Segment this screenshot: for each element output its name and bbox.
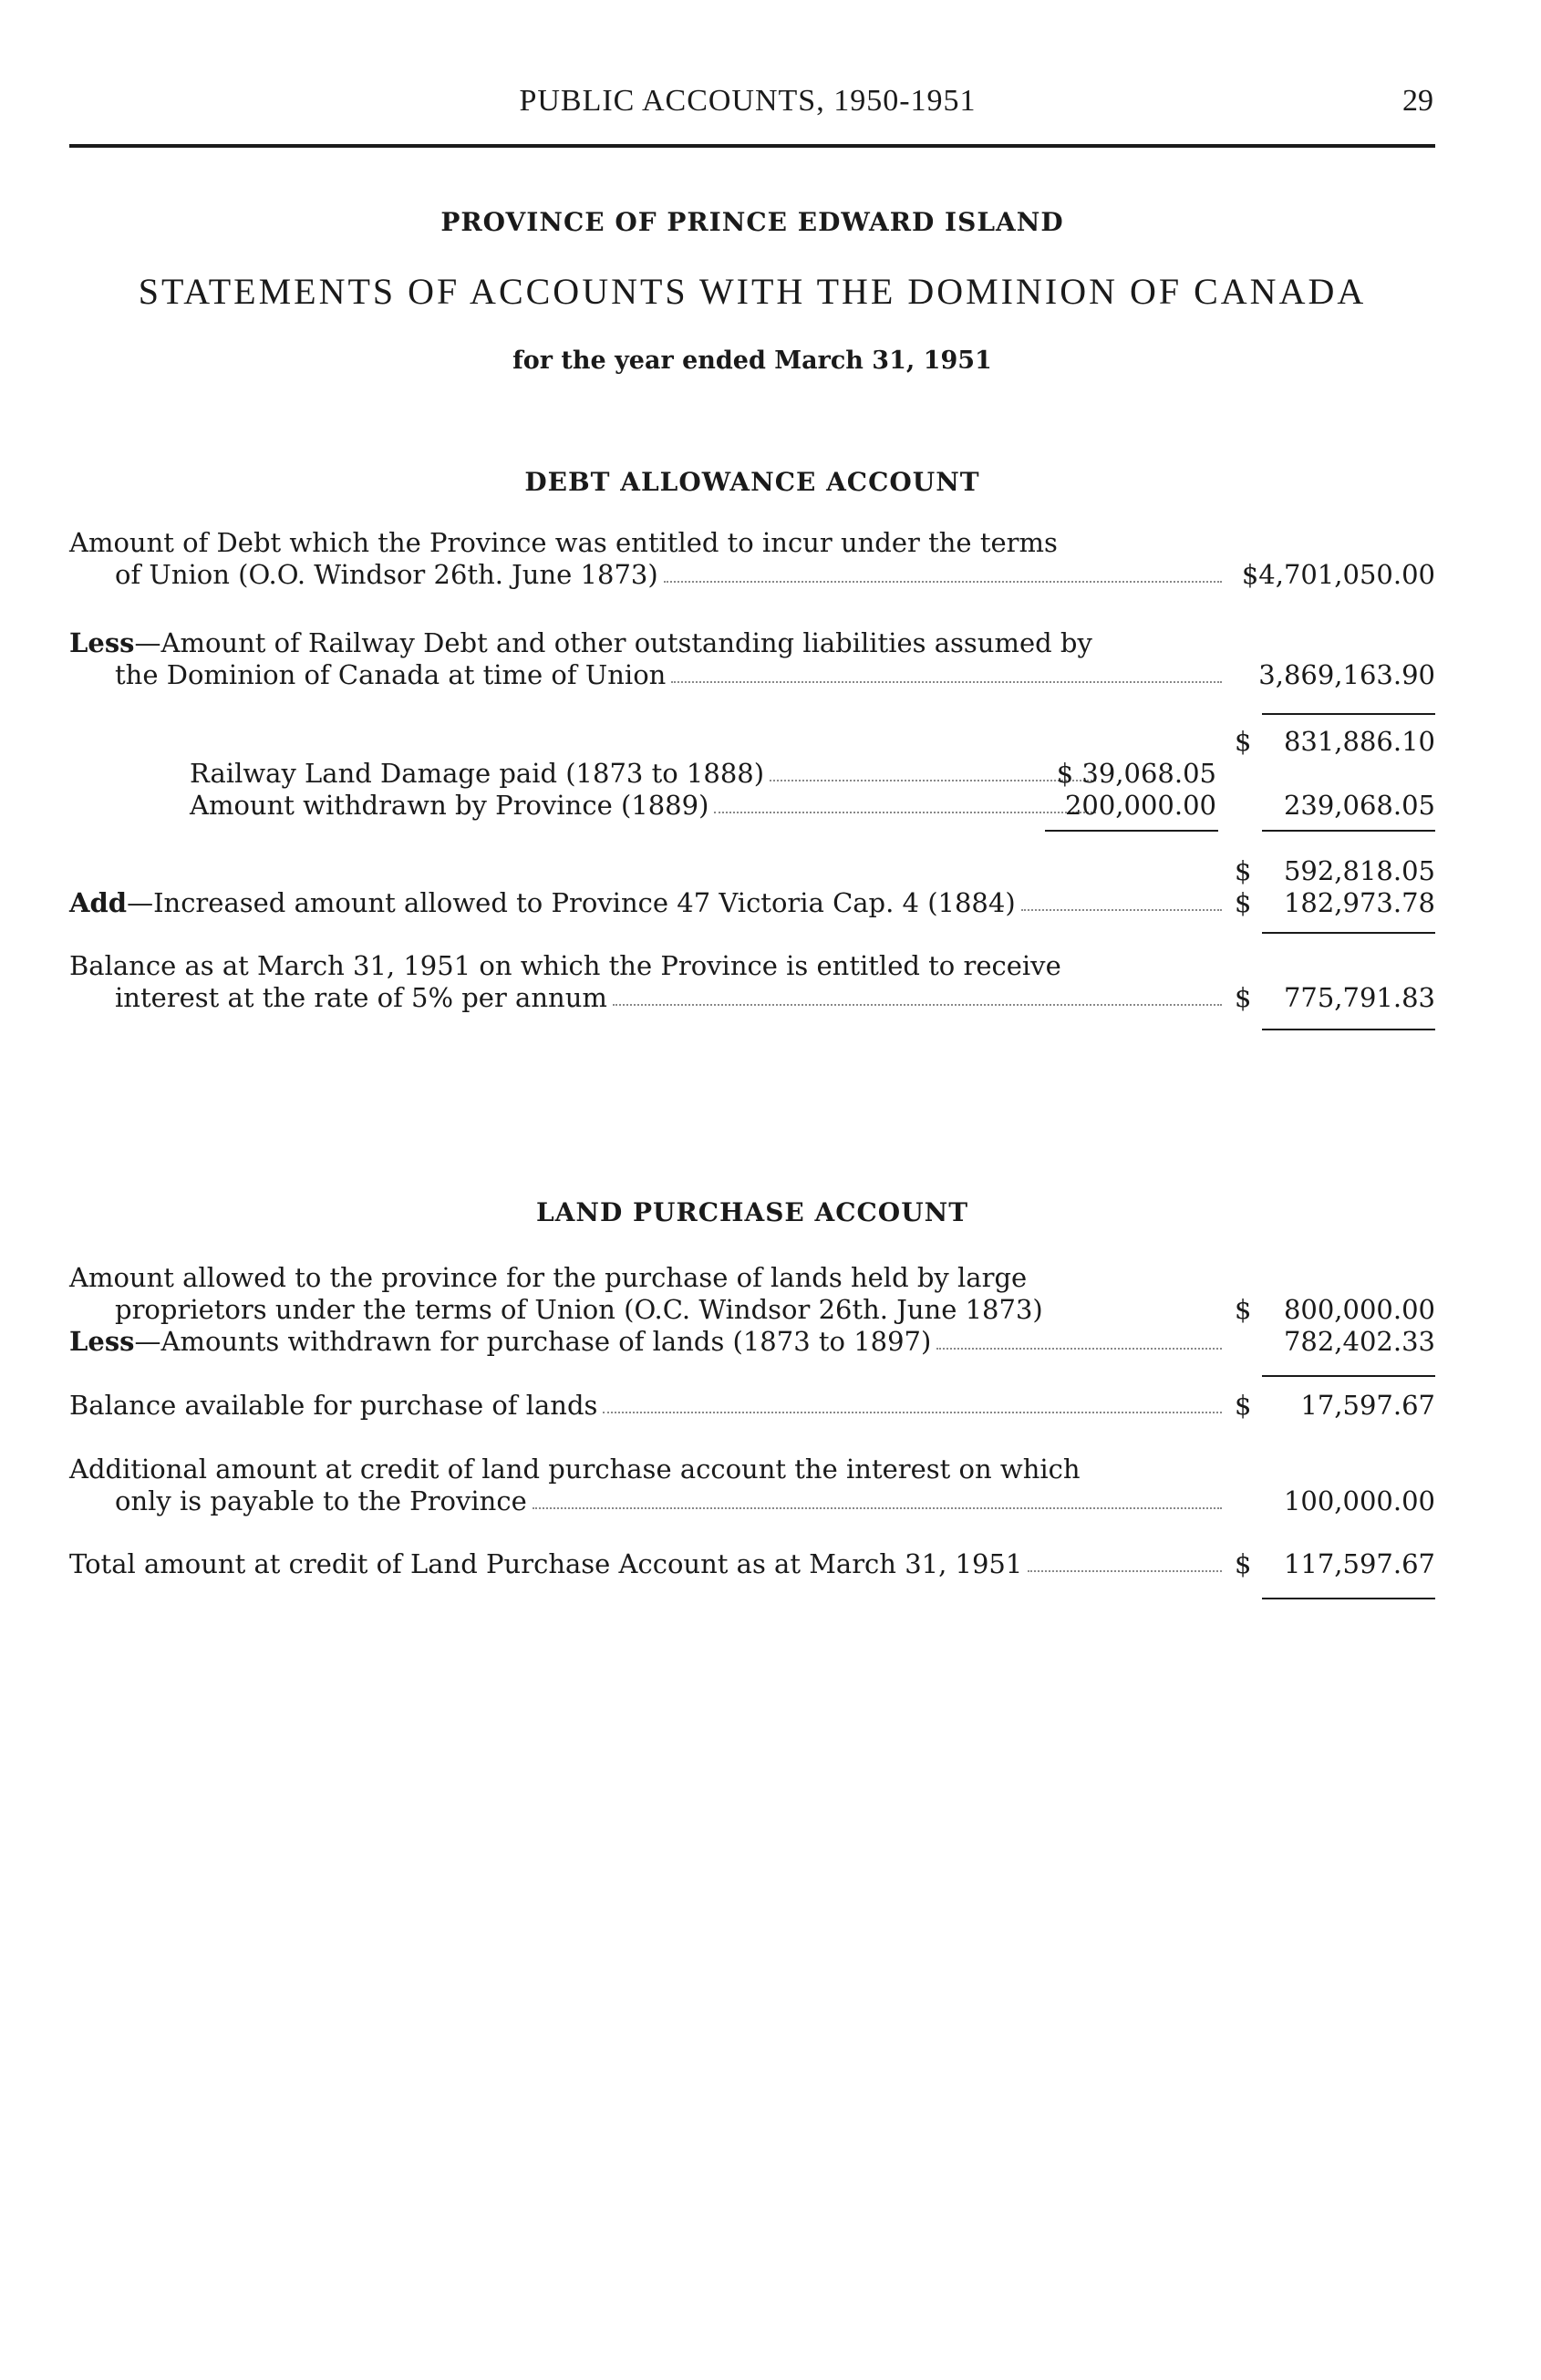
debt-railway-amount: $ 39,068.05 [1056,758,1216,789]
dollar-sign: $ [1235,887,1252,918]
sum-rule [1262,1029,1435,1030]
sum-rule [1262,713,1435,715]
sum-rule [1045,830,1218,832]
land-available-amount: 17,597.67 [1300,1390,1435,1421]
debt-withdrawn-label: Amount withdrawn by Province (1889) [190,790,709,821]
debt-less-lead: Less [69,627,135,658]
land-additional-line2: only is payable to the Province [115,1485,527,1516]
leader-dots [1021,887,1222,911]
leader-dots [613,982,1222,1006]
dollar-sign: $ [1235,726,1252,757]
period-subheading: for the year ended March 31, 1951 [512,347,992,375]
debt-balance-line2: interest at the rate of 5% per annum [115,982,607,1013]
land-additional-amount: 100,000.00 [1283,1485,1435,1516]
debt-add-lead: Add [69,887,128,918]
debt-less-line1: —Amount of Railway Debt and other outstanding liabilities assumed by [134,627,1092,658]
debt-entitled-amount: $4,701,050.00 [1241,559,1435,590]
running-header: PUBLIC ACCOUNTS, 1950-1951 [519,84,977,118]
dollar-sign: $ [1235,855,1252,886]
leader-dots [936,1326,1222,1350]
land-less-lead: Less [69,1326,135,1357]
debt-subtotal2-amount: 592,818.05 [1283,855,1435,886]
land-allowed-line2: proprietors under the terms of Union (O.C. Windsor 26th. June 1873) [115,1294,1043,1325]
sum-rule [1262,1598,1435,1599]
province-heading: PROVINCE OF PRINCE EDWARD ISLAND [440,207,1064,237]
land-additional-line1: Additional amount at credit of land purchase account the interest on which [69,1454,1081,1485]
debt-entitled-line2: of Union (O.O. Windsor 26th. June 1873) [115,559,658,590]
debt-withdrawn-total: 239,068.05 [1283,790,1435,821]
land-total-amount: 117,597.67 [1283,1548,1435,1579]
debt-less-line2: the Dominion of Canada at time of Union [115,659,667,690]
dollar-sign: $ [1235,982,1252,1013]
debt-section-title: DEBT ALLOWANCE ACCOUNT [524,467,980,497]
land-allowed-line1: Amount allowed to the province for the purchase of lands held by large [69,1262,1028,1293]
land-available-label: Balance available for purchase of lands [69,1390,598,1421]
debt-balance-amount: 775,791.83 [1283,982,1435,1013]
dollar-sign: $ [1235,1294,1252,1325]
leader-dots [664,559,1222,583]
leader-dots [1028,1548,1222,1572]
land-allowed-amount: 800,000.00 [1283,1294,1435,1325]
land-less-line: —Amounts withdrawn for purchase of lands (1873 to 1897) [134,1326,932,1357]
debt-balance-line1: Balance as at March 31, 1951 on which the Province is entitled to receive [69,950,1061,981]
sum-rule [1262,1375,1435,1377]
dollar-sign: $ [1235,1390,1252,1421]
dollar-sign: $ [1235,1548,1252,1579]
leader-dots [671,659,1222,683]
page-number: 29 [1402,84,1433,118]
land-less-amount: 782,402.33 [1283,1326,1435,1357]
statements-heading: STATEMENTS OF ACCOUNTS WITH THE DOMINION OF CANADA [138,271,1367,312]
debt-add-amount: 182,973.78 [1283,887,1435,918]
land-section-title: LAND PURCHASE ACCOUNT [535,1197,969,1227]
debt-withdrawn-amount: 200,000.00 [1064,790,1216,821]
debt-railway-label: Railway Land Damage paid (1873 to 1888) [190,758,765,789]
debt-subtotal1-amount: 831,886.10 [1283,726,1435,757]
debt-less-amount: 3,869,163.90 [1258,659,1435,690]
debt-entitled-line1: Amount of Debt which the Province was entitled to incur under the terms [69,527,1058,558]
debt-add-line: —Increased amount allowed to Province 47 Victoria Cap. 4 (1884) [127,887,1016,918]
header-rule [69,144,1435,148]
leader-dots [533,1485,1222,1509]
sum-rule [1262,932,1435,934]
land-total-label: Total amount at credit of Land Purchase Account as at March 31, 1951 [69,1548,1023,1579]
sum-rule [1262,830,1435,832]
leader-dots [603,1390,1222,1413]
